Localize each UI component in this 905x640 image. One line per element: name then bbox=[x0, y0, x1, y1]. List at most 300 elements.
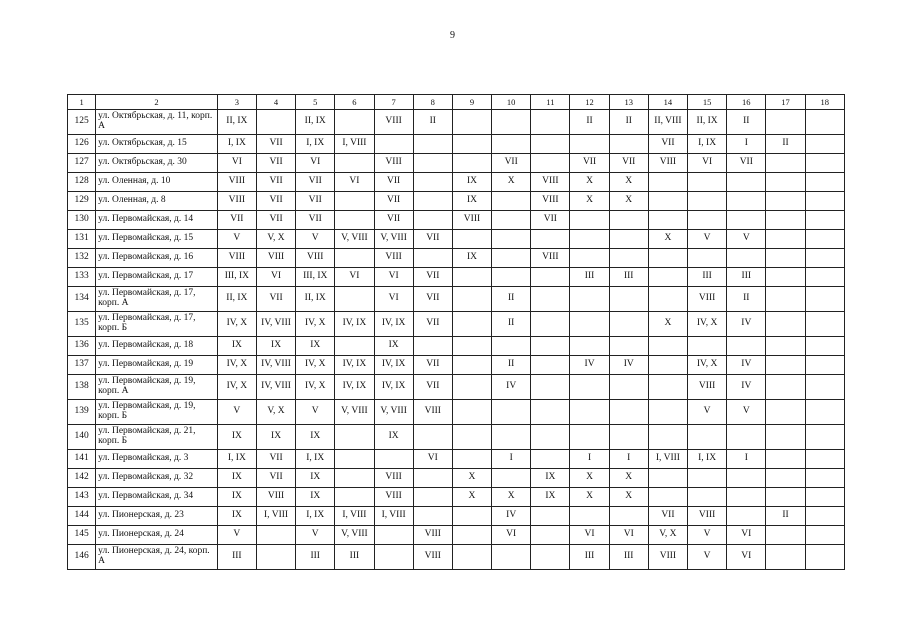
table-cell: I, VIII bbox=[374, 507, 413, 526]
table-cell: V bbox=[727, 230, 766, 249]
table-cell: VIII bbox=[374, 469, 413, 488]
table-cell bbox=[570, 135, 609, 154]
table-cell bbox=[531, 135, 570, 154]
table-cell: VIII bbox=[531, 249, 570, 268]
table-cell: V, VIII bbox=[374, 230, 413, 249]
table-cell bbox=[688, 425, 727, 450]
table-cell: II bbox=[609, 110, 648, 135]
table-cell bbox=[570, 249, 609, 268]
column-header: 1 bbox=[68, 95, 96, 110]
table-cell bbox=[335, 450, 374, 469]
table-cell: V bbox=[296, 230, 335, 249]
table-cell bbox=[805, 249, 844, 268]
table-cell: III bbox=[296, 545, 335, 570]
table-cell: X bbox=[648, 230, 687, 249]
table-cell bbox=[766, 211, 805, 230]
table-cell: X bbox=[570, 469, 609, 488]
table-cell bbox=[335, 211, 374, 230]
table-cell: III bbox=[609, 268, 648, 287]
table-cell: IX bbox=[452, 249, 491, 268]
table-cell bbox=[609, 337, 648, 356]
table-cell: IX bbox=[296, 488, 335, 507]
column-header: 10 bbox=[492, 95, 531, 110]
table-cell: VII bbox=[727, 154, 766, 173]
address-cell: ул. Первомайская, д. 19, корп. Б bbox=[96, 400, 218, 425]
table-cell: IX bbox=[217, 469, 256, 488]
address-cell: ул. Первомайская, д. 34 bbox=[96, 488, 218, 507]
table-cell: III bbox=[727, 268, 766, 287]
row-number: 130 bbox=[68, 211, 96, 230]
table-cell: V bbox=[727, 400, 766, 425]
table-cell bbox=[727, 337, 766, 356]
table-row bbox=[68, 526, 845, 545]
table-cell: II bbox=[727, 287, 766, 312]
row-number: 126 bbox=[68, 135, 96, 154]
table-cell bbox=[805, 110, 844, 135]
table-cell bbox=[766, 425, 805, 450]
table-cell bbox=[413, 192, 452, 211]
table-cell bbox=[492, 425, 531, 450]
table-cell: VI bbox=[256, 268, 295, 287]
table-cell: I, IX bbox=[296, 450, 335, 469]
table-cell bbox=[413, 211, 452, 230]
address-cell: ул. Первомайская, д. 14 bbox=[96, 211, 218, 230]
table-cell bbox=[531, 450, 570, 469]
table-cell: III bbox=[688, 268, 727, 287]
table-cell bbox=[531, 526, 570, 545]
row-number: 125 bbox=[68, 110, 96, 135]
table-cell bbox=[648, 469, 687, 488]
table-cell bbox=[805, 545, 844, 570]
table-cell bbox=[609, 230, 648, 249]
schedule-table bbox=[67, 94, 845, 570]
table-cell: VII bbox=[256, 173, 295, 192]
table-cell: IX bbox=[296, 425, 335, 450]
table-cell: IV, X bbox=[296, 356, 335, 375]
table-cell bbox=[413, 488, 452, 507]
table-cell bbox=[335, 249, 374, 268]
table-cell: VII bbox=[374, 192, 413, 211]
row-number: 145 bbox=[68, 526, 96, 545]
table-cell: X bbox=[570, 173, 609, 192]
table-cell: VII bbox=[648, 507, 687, 526]
table-cell bbox=[648, 400, 687, 425]
table-cell bbox=[531, 230, 570, 249]
table-cell bbox=[766, 268, 805, 287]
table-cell bbox=[492, 268, 531, 287]
table-cell: IX bbox=[296, 469, 335, 488]
table-row bbox=[68, 268, 845, 287]
table-cell: VIII bbox=[296, 249, 335, 268]
table-row bbox=[68, 230, 845, 249]
table-row bbox=[68, 469, 845, 488]
address-cell: ул. Первомайская, д. 19, корп. А bbox=[96, 375, 218, 400]
table-cell: I, VIII bbox=[335, 135, 374, 154]
table-cell bbox=[492, 400, 531, 425]
row-number: 144 bbox=[68, 507, 96, 526]
table-cell bbox=[570, 287, 609, 312]
table-cell: IX bbox=[256, 337, 295, 356]
table-cell bbox=[609, 375, 648, 400]
table-cell: IV, IX bbox=[335, 356, 374, 375]
table-cell bbox=[727, 425, 766, 450]
table-cell: X bbox=[609, 488, 648, 507]
table-cell: VII bbox=[256, 154, 295, 173]
table-cell bbox=[648, 337, 687, 356]
table-cell bbox=[570, 211, 609, 230]
table-cell bbox=[531, 312, 570, 337]
table-cell: VII bbox=[256, 469, 295, 488]
table-cell: X bbox=[648, 312, 687, 337]
table-cell: VI bbox=[335, 173, 374, 192]
table-cell: IV bbox=[609, 356, 648, 375]
row-number: 140 bbox=[68, 425, 96, 450]
table-cell: VIII bbox=[256, 488, 295, 507]
column-header: 16 bbox=[727, 95, 766, 110]
table-cell: V bbox=[217, 526, 256, 545]
table-cell: IX bbox=[374, 337, 413, 356]
table-cell bbox=[335, 488, 374, 507]
table-cell bbox=[766, 110, 805, 135]
table-cell bbox=[766, 356, 805, 375]
table-cell bbox=[805, 488, 844, 507]
table-cell: II, IX bbox=[217, 287, 256, 312]
table-cell: VIII bbox=[688, 287, 727, 312]
table-cell: V bbox=[688, 400, 727, 425]
table-cell: IV, X bbox=[217, 312, 256, 337]
table-cell: IV, X bbox=[688, 312, 727, 337]
table-cell: VI bbox=[492, 526, 531, 545]
column-header: 3 bbox=[217, 95, 256, 110]
table-cell: IX bbox=[374, 425, 413, 450]
table-cell: IV, X bbox=[296, 375, 335, 400]
table-cell bbox=[766, 249, 805, 268]
table-cell: III, IX bbox=[296, 268, 335, 287]
table-cell bbox=[413, 507, 452, 526]
table-cell bbox=[531, 425, 570, 450]
table-cell bbox=[374, 135, 413, 154]
table-cell bbox=[413, 249, 452, 268]
table-cell: V, VIII bbox=[374, 400, 413, 425]
address-cell: ул. Пионерская, д. 24, корп. А bbox=[96, 545, 218, 570]
table-cell: IV, IX bbox=[374, 356, 413, 375]
table-cell: VIII bbox=[374, 249, 413, 268]
table-cell bbox=[648, 249, 687, 268]
table-cell: VIII bbox=[413, 400, 452, 425]
table-cell bbox=[531, 507, 570, 526]
table-cell bbox=[648, 268, 687, 287]
table-cell: V bbox=[296, 526, 335, 545]
table-cell: I, VIII bbox=[256, 507, 295, 526]
table-cell: VIII bbox=[374, 488, 413, 507]
table-cell: II, IX bbox=[296, 110, 335, 135]
table-cell bbox=[452, 450, 491, 469]
table-cell bbox=[805, 526, 844, 545]
table-cell: III bbox=[570, 268, 609, 287]
table-cell: VII bbox=[256, 211, 295, 230]
table-cell bbox=[256, 526, 295, 545]
table-cell bbox=[492, 230, 531, 249]
table-cell bbox=[805, 375, 844, 400]
table-cell bbox=[688, 192, 727, 211]
table-cell: V bbox=[688, 230, 727, 249]
table-row bbox=[68, 450, 845, 469]
table-cell bbox=[609, 287, 648, 312]
table-cell bbox=[452, 507, 491, 526]
table-cell: VII bbox=[256, 450, 295, 469]
table-cell bbox=[766, 192, 805, 211]
table-cell bbox=[609, 507, 648, 526]
table-cell bbox=[492, 135, 531, 154]
address-cell: ул. Октябрьская, д. 30 bbox=[96, 154, 218, 173]
table-cell: VII bbox=[531, 211, 570, 230]
table-cell bbox=[492, 211, 531, 230]
table-cell bbox=[492, 469, 531, 488]
table-cell: I, VIII bbox=[648, 450, 687, 469]
table-cell: V, X bbox=[648, 526, 687, 545]
table-cell bbox=[805, 192, 844, 211]
table-cell: X bbox=[492, 173, 531, 192]
table-cell bbox=[531, 154, 570, 173]
table-cell: V bbox=[296, 400, 335, 425]
table-cell: IX bbox=[531, 469, 570, 488]
table-cell: IX bbox=[452, 192, 491, 211]
table-row bbox=[68, 312, 845, 337]
row-number: 127 bbox=[68, 154, 96, 173]
table-row bbox=[68, 356, 845, 375]
table-cell bbox=[766, 312, 805, 337]
table-row bbox=[68, 135, 845, 154]
table-cell: IV bbox=[727, 375, 766, 400]
table-cell: VI bbox=[413, 450, 452, 469]
address-cell: ул. Первомайская, д. 17, корп. Б bbox=[96, 312, 218, 337]
table-cell: II, IX bbox=[217, 110, 256, 135]
column-header: 7 bbox=[374, 95, 413, 110]
table-cell: VIII bbox=[531, 192, 570, 211]
table-cell bbox=[688, 249, 727, 268]
table-cell: IX bbox=[217, 488, 256, 507]
address-cell: ул. Пионерская, д. 24 bbox=[96, 526, 218, 545]
table-cell bbox=[805, 337, 844, 356]
row-number: 143 bbox=[68, 488, 96, 507]
table-cell bbox=[688, 337, 727, 356]
table-cell: V, VIII bbox=[335, 230, 374, 249]
row-number: 133 bbox=[68, 268, 96, 287]
table-cell bbox=[766, 450, 805, 469]
table-cell bbox=[452, 356, 491, 375]
address-cell: ул. Первомайская, д. 16 bbox=[96, 249, 218, 268]
table-cell: VII bbox=[413, 230, 452, 249]
address-cell: ул. Первомайская, д. 17, корп. А bbox=[96, 287, 218, 312]
table-cell: VIII bbox=[413, 545, 452, 570]
table-cell: IV, X bbox=[688, 356, 727, 375]
table-cell bbox=[452, 425, 491, 450]
table-cell: VII bbox=[413, 287, 452, 312]
table-cell: IV, X bbox=[296, 312, 335, 337]
table-row bbox=[68, 287, 845, 312]
table-cell: IV, X bbox=[217, 375, 256, 400]
table-cell: IV bbox=[727, 312, 766, 337]
table-cell bbox=[648, 375, 687, 400]
row-number: 128 bbox=[68, 173, 96, 192]
table-cell: IV, IX bbox=[374, 375, 413, 400]
table-row bbox=[68, 425, 845, 450]
table-cell: I bbox=[727, 450, 766, 469]
table-cell bbox=[570, 337, 609, 356]
address-cell: ул. Первомайская, д. 15 bbox=[96, 230, 218, 249]
table-cell bbox=[805, 154, 844, 173]
table-cell: II, IX bbox=[296, 287, 335, 312]
table-cell: X bbox=[609, 173, 648, 192]
table-cell bbox=[492, 249, 531, 268]
table-cell bbox=[688, 211, 727, 230]
table-cell: VIII bbox=[217, 249, 256, 268]
address-cell: ул. Первомайская, д. 18 bbox=[96, 337, 218, 356]
table-cell bbox=[531, 110, 570, 135]
table-cell: VII bbox=[413, 268, 452, 287]
address-cell: ул. Первомайская, д. 3 bbox=[96, 450, 218, 469]
table-cell bbox=[609, 312, 648, 337]
table-cell bbox=[727, 249, 766, 268]
table-cell bbox=[413, 337, 452, 356]
table-row bbox=[68, 173, 845, 192]
table-cell bbox=[374, 545, 413, 570]
table-row bbox=[68, 211, 845, 230]
table-cell bbox=[452, 230, 491, 249]
table-cell bbox=[766, 337, 805, 356]
table-cell: VIII bbox=[217, 192, 256, 211]
table-cell: V bbox=[688, 545, 727, 570]
table-cell bbox=[531, 337, 570, 356]
table-cell: IX bbox=[217, 425, 256, 450]
table-cell: IX bbox=[256, 425, 295, 450]
table-cell: VIII bbox=[648, 154, 687, 173]
table-cell: IV bbox=[492, 375, 531, 400]
table-cell bbox=[335, 154, 374, 173]
table-cell: IV, IX bbox=[374, 312, 413, 337]
row-number: 132 bbox=[68, 249, 96, 268]
table-cell bbox=[805, 425, 844, 450]
row-number: 142 bbox=[68, 469, 96, 488]
table-cell: VII bbox=[296, 211, 335, 230]
table-cell: II bbox=[766, 135, 805, 154]
table-cell bbox=[492, 545, 531, 570]
column-header: 8 bbox=[413, 95, 452, 110]
column-header: 4 bbox=[256, 95, 295, 110]
table-cell: III, IX bbox=[217, 268, 256, 287]
table-cell bbox=[805, 287, 844, 312]
table-cell bbox=[805, 450, 844, 469]
table-row bbox=[68, 545, 845, 570]
table-cell bbox=[648, 287, 687, 312]
table-cell: IV bbox=[492, 507, 531, 526]
address-cell: ул. Первомайская, д. 17 bbox=[96, 268, 218, 287]
table-cell bbox=[570, 230, 609, 249]
table-cell bbox=[727, 469, 766, 488]
address-cell: ул. Первомайская, д. 32 bbox=[96, 469, 218, 488]
table-cell: VIII bbox=[452, 211, 491, 230]
table-cell: IX bbox=[531, 488, 570, 507]
column-header: 18 bbox=[805, 95, 844, 110]
table-cell bbox=[531, 400, 570, 425]
table-cell bbox=[609, 135, 648, 154]
table-cell: VII bbox=[296, 192, 335, 211]
table-row bbox=[68, 337, 845, 356]
table-cell bbox=[256, 110, 295, 135]
address-cell: ул. Октябрьская, д. 11, корп. А bbox=[96, 110, 218, 135]
table-cell bbox=[256, 545, 295, 570]
row-number: 131 bbox=[68, 230, 96, 249]
table-cell bbox=[727, 192, 766, 211]
table-cell bbox=[452, 110, 491, 135]
table-row bbox=[68, 192, 845, 211]
table-cell bbox=[648, 488, 687, 507]
table-cell: IV, VIII bbox=[256, 312, 295, 337]
table-cell bbox=[648, 425, 687, 450]
table-cell bbox=[609, 400, 648, 425]
table-cell bbox=[492, 110, 531, 135]
column-header: 5 bbox=[296, 95, 335, 110]
column-header: 15 bbox=[688, 95, 727, 110]
table-cell: II bbox=[766, 507, 805, 526]
table-cell: I, IX bbox=[217, 135, 256, 154]
table-cell bbox=[570, 507, 609, 526]
column-header: 13 bbox=[609, 95, 648, 110]
row-number: 134 bbox=[68, 287, 96, 312]
address-cell: ул. Пионерская, д. 23 bbox=[96, 507, 218, 526]
row-number: 146 bbox=[68, 545, 96, 570]
table-cell bbox=[805, 211, 844, 230]
table-cell bbox=[570, 400, 609, 425]
table-cell: I bbox=[492, 450, 531, 469]
table-cell: V bbox=[217, 400, 256, 425]
table-cell: VI bbox=[335, 268, 374, 287]
table-cell bbox=[570, 375, 609, 400]
table-cell bbox=[531, 268, 570, 287]
table-cell bbox=[688, 173, 727, 192]
table-cell: I, IX bbox=[688, 450, 727, 469]
table-cell: VIII bbox=[648, 545, 687, 570]
table-cell bbox=[452, 154, 491, 173]
row-number: 137 bbox=[68, 356, 96, 375]
table-cell: III bbox=[335, 545, 374, 570]
table-cell bbox=[452, 400, 491, 425]
table-cell: VII bbox=[374, 173, 413, 192]
table-cell: I, IX bbox=[296, 507, 335, 526]
table-cell: VIII bbox=[217, 173, 256, 192]
table-cell: I bbox=[609, 450, 648, 469]
table-cell bbox=[452, 545, 491, 570]
table-cell: X bbox=[609, 192, 648, 211]
table-cell bbox=[688, 469, 727, 488]
table-cell: VII bbox=[413, 356, 452, 375]
table-cell: V, X bbox=[256, 230, 295, 249]
table-cell bbox=[531, 287, 570, 312]
address-cell: ул. Октябрьская, д. 15 bbox=[96, 135, 218, 154]
table-cell bbox=[766, 469, 805, 488]
table-cell: VII bbox=[413, 312, 452, 337]
row-number: 136 bbox=[68, 337, 96, 356]
table-cell bbox=[727, 507, 766, 526]
table-cell: VI bbox=[727, 526, 766, 545]
table-cell bbox=[413, 154, 452, 173]
table-cell bbox=[805, 356, 844, 375]
row-number: 135 bbox=[68, 312, 96, 337]
table-cell: VII bbox=[256, 135, 295, 154]
address-cell: ул. Первомайская, д. 19 bbox=[96, 356, 218, 375]
table-cell: VII bbox=[256, 287, 295, 312]
table-cell: VII bbox=[609, 154, 648, 173]
